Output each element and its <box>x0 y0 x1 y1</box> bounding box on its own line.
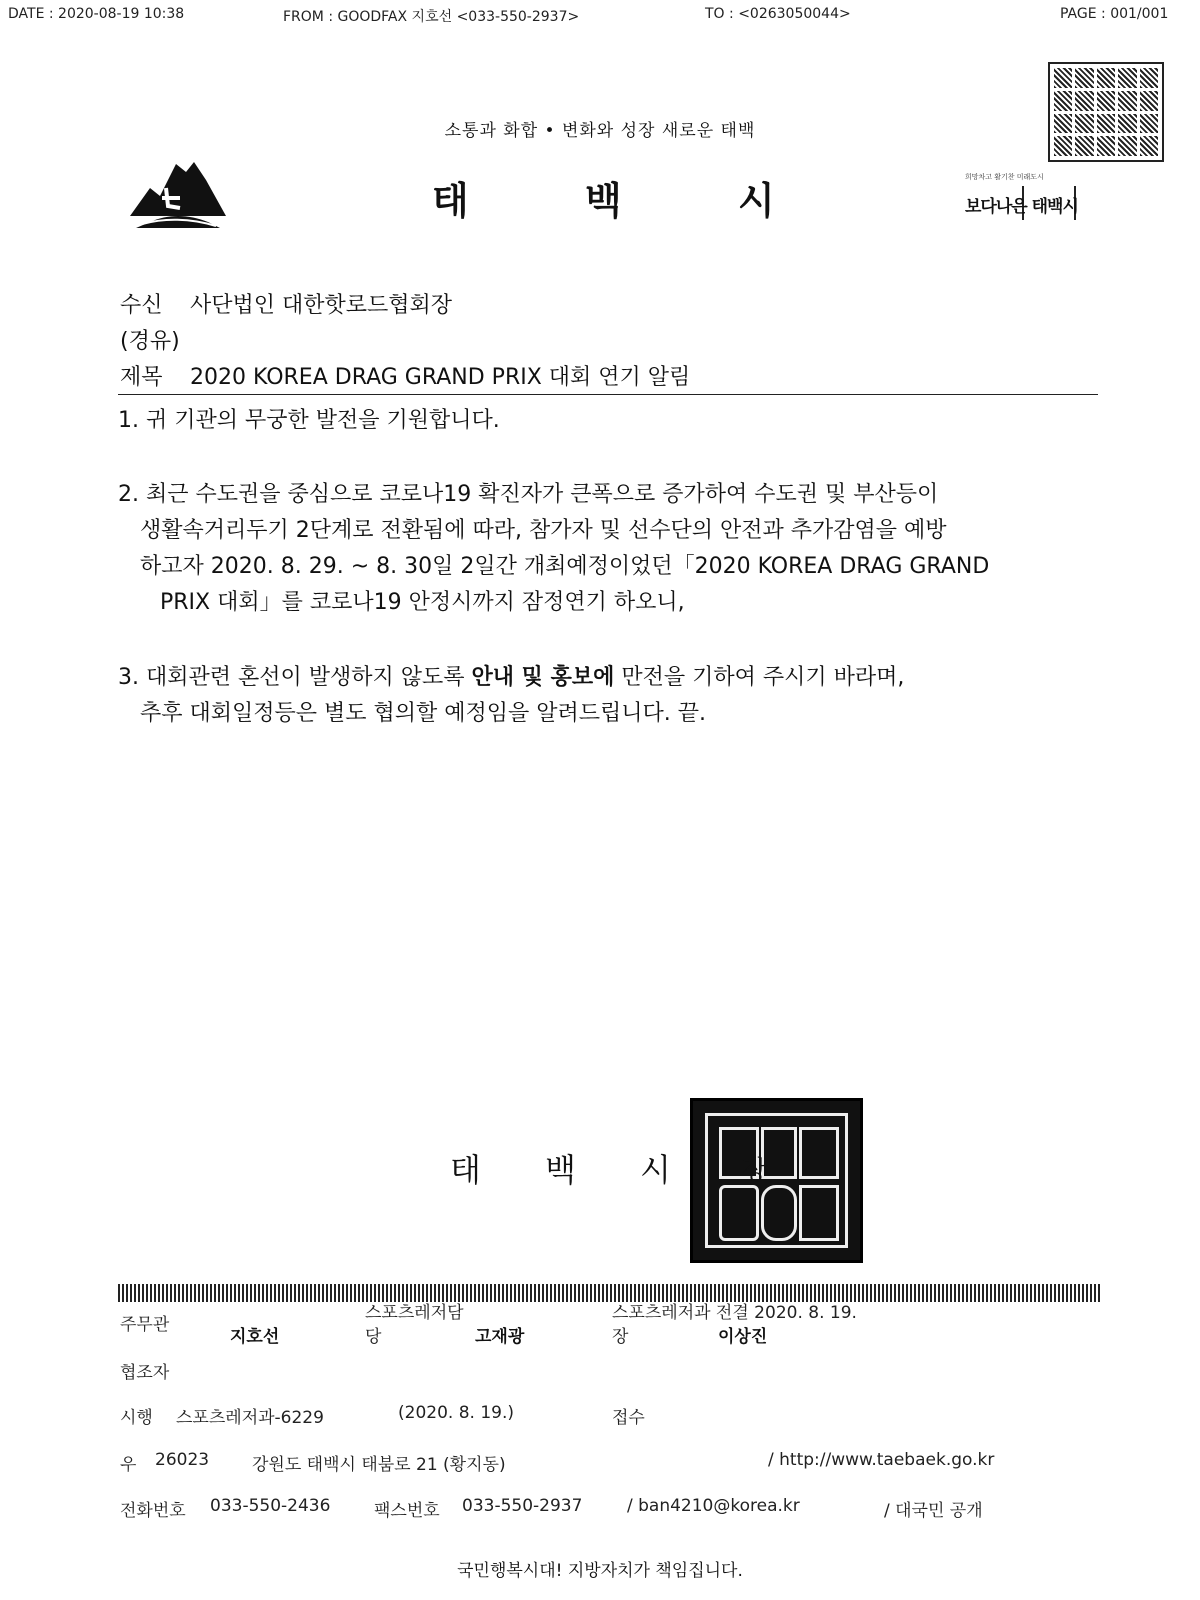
paragraph-3-line-1 <box>118 660 1108 696</box>
disclosure: / 대국민 공개 <box>884 1501 983 1521</box>
subject-label: 제목 <box>120 365 163 390</box>
enforce-date: (2020. 8. 19.) <box>398 1403 514 1423</box>
signature-char-2: 백 <box>545 1151 576 1189</box>
phone-label: 전화번호 <box>120 1501 186 1521</box>
lead-label-line-1: 스포츠레저담 <box>365 1303 464 1323</box>
paragraph-1 <box>118 403 1108 439</box>
footer-slogan: 국민행복시대! 지방자치가 책임집니다. <box>457 1561 743 1581</box>
lead-name: 고재광 <box>475 1327 525 1347</box>
signature-char-4: 장 <box>742 1156 768 1186</box>
brand-text: 보다나은 태백시 <box>965 197 1078 217</box>
receipt-label: 접수 <box>612 1408 645 1428</box>
approval-stamp-icon <box>1048 62 1164 162</box>
enforce-label: 시행 <box>120 1408 153 1428</box>
paragraph-3 <box>118 660 1108 732</box>
lead-label-line-2: 당 <box>365 1327 382 1347</box>
recipient-line <box>120 288 452 319</box>
paragraph-1-text: 1. 귀 기관의 무궁한 발전을 기원합니다. <box>118 408 500 433</box>
enforce-number: 스포츠레저과-6229 <box>176 1408 324 1428</box>
footer-divider <box>118 1284 1100 1302</box>
head-name: 이상진 <box>718 1327 768 1347</box>
brand-tagline: 희망차고 활기찬 미래도시 <box>965 173 1044 181</box>
subject-text: 2020 KOREA DRAG GRAND PRIX 대회 연기 알림 <box>190 365 691 390</box>
paragraph-2-line-3: 하고자 2020. 8. 29. ~ 8. 30일 2일간 개최예정이었던「2020 KOREA DRAG GRAND <box>140 554 990 579</box>
paragraph-2 <box>118 477 1108 621</box>
phone-number: 033-550-2436 <box>210 1496 331 1516</box>
official-seal-icon <box>690 1098 863 1263</box>
postal-label: 우 <box>120 1455 137 1475</box>
subject-line <box>120 360 690 391</box>
signature-char-3: 시 <box>640 1151 671 1189</box>
paragraph-3-part-a: 3. 대회관련 혼선이 발생하지 않도록 <box>118 665 465 690</box>
signature-char-1: 태 <box>450 1151 481 1189</box>
title-char-1: 태 <box>432 179 469 223</box>
title-char-2: 백 <box>585 179 622 223</box>
paragraph-3-emphasis: 안내 및 홍보에 <box>471 665 615 690</box>
header-slogan: 소통과 화합 • 변화와 성장 새로운 태백 <box>444 121 756 141</box>
title-char-3: 시 <box>738 179 775 223</box>
head-label-line-1: 스포츠레저과 전결 2020. 8. 19. <box>612 1303 857 1323</box>
clerk-name: 지호선 <box>230 1327 280 1347</box>
address: 강원도 태백시 태붐로 21 (황지동) <box>252 1455 506 1475</box>
head-label-line-2: 장 <box>612 1327 629 1347</box>
paragraph-3-line-2: 추후 대회일정등은 별도 협의할 예정임을 알려드립니다. 끝. <box>140 701 706 726</box>
email-link[interactable]: / ban4210@korea.kr <box>627 1496 800 1516</box>
fax-to: TO : <0263050044> <box>705 6 851 22</box>
recipient-name: 사단법인 대한핫로드협회장 <box>190 293 453 318</box>
fax-number: 033-550-2937 <box>462 1496 583 1516</box>
homepage-link[interactable]: / http://www.taebaek.go.kr <box>768 1450 995 1470</box>
cooperator-label: 협조자 <box>120 1363 170 1383</box>
paragraph-2-line-2: 생활속거리두기 2단계로 전환됨에 따라, 참가자 및 선수단의 안전과 추가감염을 예방 <box>140 518 947 543</box>
fax-page: PAGE : 001/001 <box>1060 6 1169 22</box>
paragraph-2-line-1: 2. 최근 수도권을 중심으로 코로나19 확진자가 큰폭으로 증가하여 수도권 및 부산등이 <box>118 482 939 507</box>
recipient-label: 수신 <box>120 293 163 318</box>
clerk-label: 주무관 <box>120 1315 170 1335</box>
subject-divider <box>118 394 1098 395</box>
postal-code: 26023 <box>155 1450 210 1470</box>
fax-from: FROM : GOODFAX 지호선 <033-550-2937> <box>283 9 580 25</box>
taebaek-mountain-logo-icon <box>128 158 228 233</box>
paragraph-3-part-c: 만전을 기하여 주시기 바라며, <box>621 665 905 690</box>
via-line: (경유) <box>120 329 180 354</box>
city-brand-logo <box>965 172 1095 232</box>
paragraph-2-line-4: PRIX 대회」를 코로나19 안정시까지 잠정연기 하오니, <box>160 590 685 615</box>
fax-date: DATE : 2020-08-19 10:38 <box>8 6 185 22</box>
fax-label: 팩스번호 <box>374 1501 440 1521</box>
